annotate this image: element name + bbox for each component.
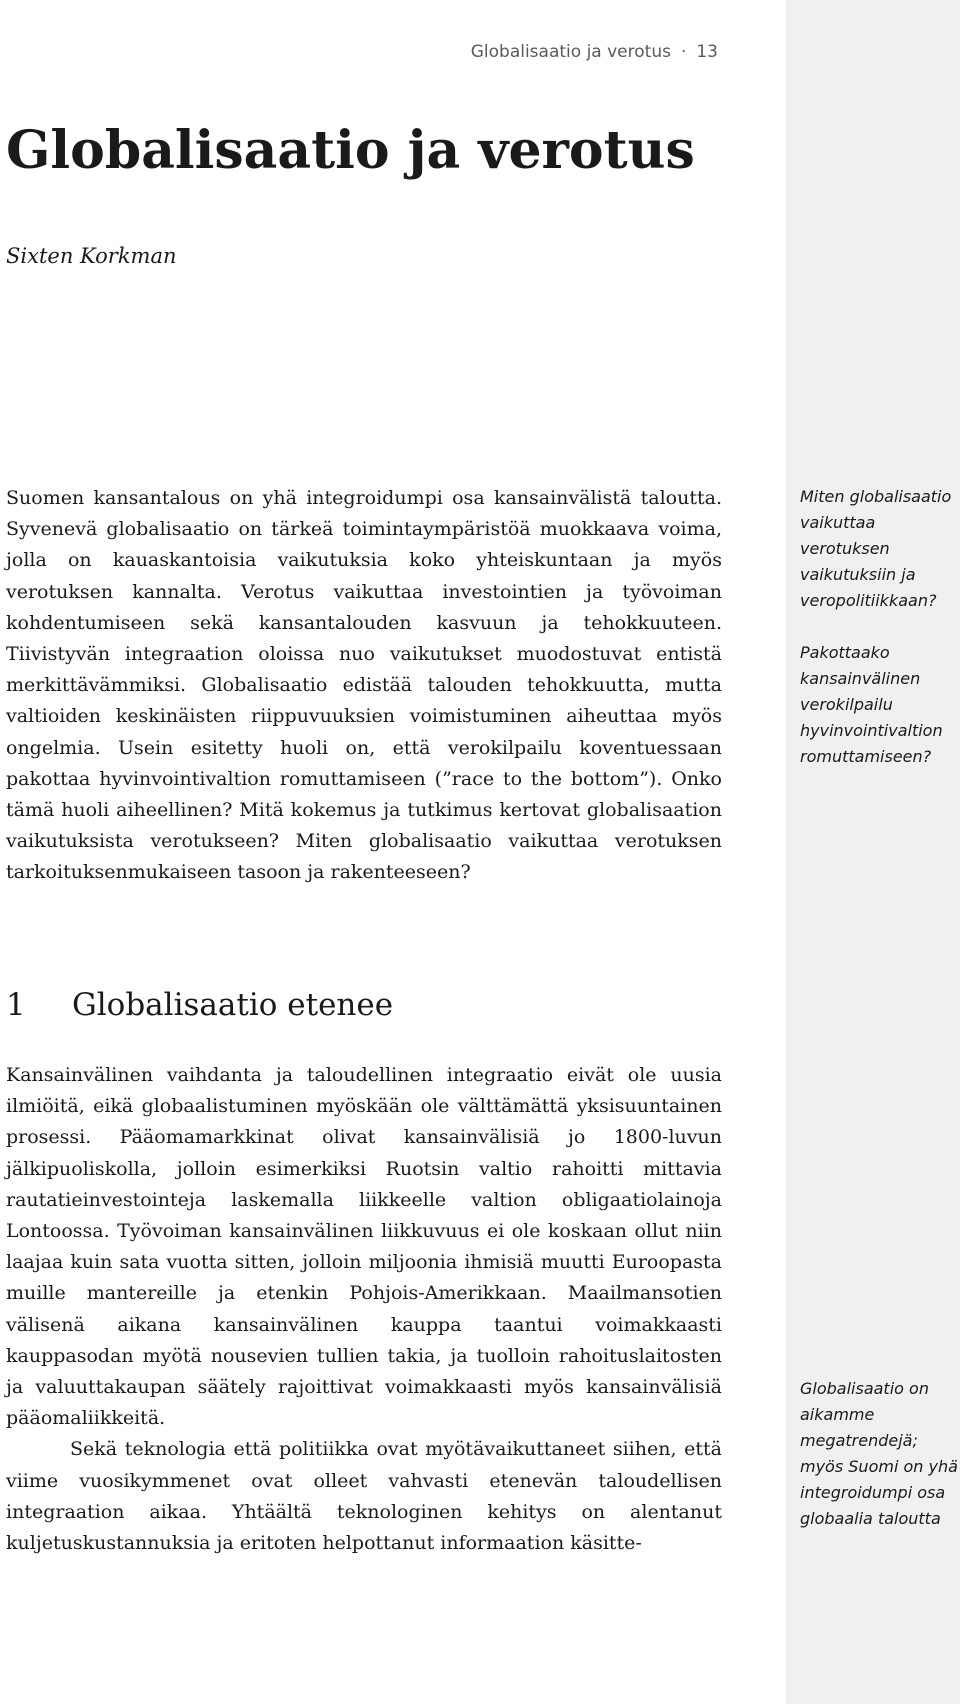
- section-paragraph-1: Kansainvälinen vaihdanta ja taloudellinen integraatio eivät ole uusia ilmiöitä, eikä globaalistuminen myöskään ole välttämättä yksisuuntainen prosessi. Pääomamarkkinat olivat kansainvälisiä jo 1800-luvun jälkipuoliskolla, jolloin esimerkiksi Ruotsin valtio rahoitti mittavia rautatieinvestointeja laskemalla liikkeelle valtion obligaatiolainoja Lontoossa. Työvoiman kansainvälinen liikkuvuus ei ole koskaan ollut niin laajaa kuin sata vuotta sitten, jolloin miljoonia ihmisiä muutti Euroopasta muille mantereille ja etenkin Pohjois-Amerikkaan. Maailmansotien välisenä aikana kansainvälinen kauppa taantui voimakkaasti kauppasodan myötä nousevien tullien takia, ja tuolloin rahoituslaitosten ja valuuttakaupan säätely rajoittivat voimakkaasti myös kansainvälisiä pääomaliikkeitä.: [6, 1064, 722, 1430]
- running-header: [471, 42, 718, 62]
- intro-paragraph: Suomen kansantalous on yhä integroidumpi osa kansainvälistä taloutta. Syvenevä globalisaatio on tärkeä toimintaympäristöä muokkaava voima, jolla on kauaskantoisia vaikutuksia koko yhteiskuntaan ja myös verotuksen kannalta. Verotus vaikuttaa investointien ja työvoiman kohdentumiseen sekä kansantalouden kasvuun ja tehokkuuteen. Tiivistyvän integraation oloissa nuo vaikutukset muodostuvat entistä merkittävämmiksi. Globalisaatio edistää talouden tehokkuutta, mutta valtioiden keskinäisten riippuvuuksien voimistuminen aiheuttaa myös ongelmia. Usein esitetty huoli on, että verokilpailu koventuessaan pakottaa hyvinvointivaltion romuttamiseen (”race to the bottom”). Onko tämä huoli aiheellinen? Mitä kokemus ja tutkimus kertovat globalisaation vaikutuksista verotukseen? Miten globalisaatio vaikuttaa verotuksen tarkoituksenmukaiseen tasoon ja rakenteeseen?: [6, 487, 722, 884]
- margin-note-1: Miten globalisaatio vaikuttaa verotuksen vaikutuksiin ja veropolitiikkaan?: [800, 487, 952, 610]
- section-number: 1: [6, 987, 26, 1023]
- article-title: Globalisaatio ja verotus: [6, 120, 695, 181]
- running-title: Globalisaatio ja verotus: [470, 42, 671, 62]
- section-body: [6, 1060, 722, 1559]
- margin-note-3: Globalisaatio on aikamme megatrendejä; myös Suomi on yhä integroidumpi osa globaalia taloutta: [800, 1379, 958, 1528]
- margin-note-2: Pakottaako kansainvälinen verokilpailu hyvinvointivaltion romuttamiseen?: [800, 643, 943, 766]
- section-heading: [6, 987, 393, 1024]
- section-title: Globalisaatio etenee: [72, 987, 394, 1023]
- page-number: 13: [696, 42, 718, 62]
- running-header-separator: ·: [680, 42, 687, 62]
- article-author: Sixten Korkman: [6, 244, 177, 268]
- section-paragraph-2: Sekä teknologia että politiikka ovat myötävaikuttaneet siihen, että viime vuosikymmenet ovat olleet vahvasti etenevän taloudellisen integraation aikaa. Yhtäältä teknologinen kehitys on alentanut kuljetuskustannuksia ja eritoten helpottanut informaation käsitte-: [6, 1438, 722, 1555]
